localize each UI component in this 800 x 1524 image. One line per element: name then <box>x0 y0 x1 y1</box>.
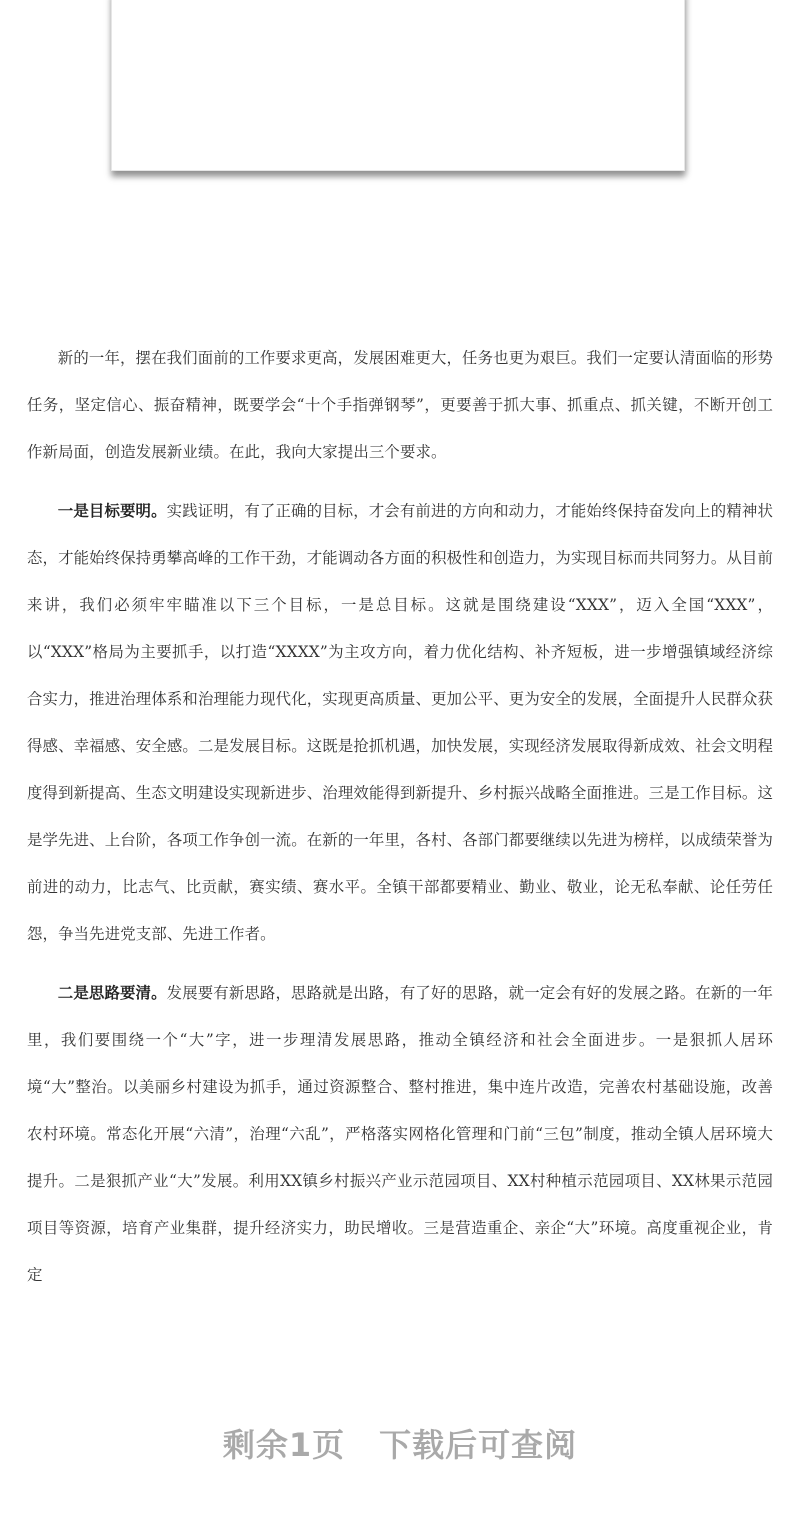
remaining-pages-label: 剩余1页 <box>222 1426 346 1464</box>
paragraph-text: 新的一年，摆在我们面前的工作要求更高，发展困难更大，任务也更为艰巨。我们一定要认清面临的形势任务，坚定信心、振奋精神，既要学会“十个手指弹钢琴”，更要善于抓大事、抓重点、抓关键，不断开创工作新局面，创造发展新业绩。在此，我向大家提出三个要求。 <box>27 349 773 461</box>
paragraph-goals <box>27 488 773 958</box>
paragraph-intro <box>27 335 773 476</box>
document-body <box>27 335 773 1311</box>
paragraph-text: 发展要有新思路，思路就是出路，有了好的思路，就一定会有好的发展之路。在新的一年里，我们要围绕一个“大”字，进一步理清发展思路，推动全镇经济和社会全面进步。一是狠抓人居环境“大”整治。以美丽乡村建设为抓手，通过资源整合、整村推进，集中连片改造，完善农村基础设施，改善农村环境。常态化开展“六清”，治理“六乱”，严格落实网格化管理和门前“三包”制度，推动全镇人居环境大提升。二是狠抓产业“大”发展。利用XX镇乡村振兴产业示范园项目、XX村种植示范园项目、XX林果示范园项目等资源，培育产业集群，提升经济实力，助民增收。三是营造重企、亲企“大”环境。高度重视企业，肯定 <box>27 984 773 1284</box>
document-thumbnail <box>111 0 685 171</box>
download-hint-label: 下载后可查阅 <box>379 1426 578 1464</box>
paragraph-lead: 二是思路要清。 <box>57 984 167 1002</box>
paragraph-text: 实践证明，有了正确的目标，才会有前进的方向和动力，才能始终保持奋发向上的精神状态，才能始终保持勇攀高峰的工作干劲，才能调动各方面的积极性和创造力，为实现目标而共同努力。从目前来讲，我们必须牢牢瞄准以下三个目标，一是总目标。这就是围绕建设“XXX”，迈入全国“XXX”，以“XXX”格局为主要抓手，以打造“XXXX”为主攻方向，着力优化结构、补齐短板，进一步增强镇域经济综合实力，推进治理体系和治理能力现代化，实现更高质量、更加公平、更为安全的发展，全面提升人民群众获得感、幸福感、安全感。二是发展目标。这既是抢抓机遇，加快发展，实现经济发展取得新成效、社会文明程度得到新提高、生态文明建设实现新进步、治理效能得到新提升、乡村振兴战略全面推进。三是工作目标。这是学先进、上台阶，各项工作争创一流。在新的一年里，各村、各部门都要继续以先进为榜样，以成绩荣誉为前进的动力，比志气、比贡献，赛实绩、赛水平。全镇干部都要精业、勤业、敬业，论无私奉献、论任劳任怨，争当先进党支部、先进工作者。 <box>27 502 773 943</box>
download-to-read-more[interactable] <box>0 1420 800 1466</box>
paragraph-lead: 一是目标要明。 <box>57 502 167 520</box>
paragraph-ideas <box>27 970 773 1299</box>
